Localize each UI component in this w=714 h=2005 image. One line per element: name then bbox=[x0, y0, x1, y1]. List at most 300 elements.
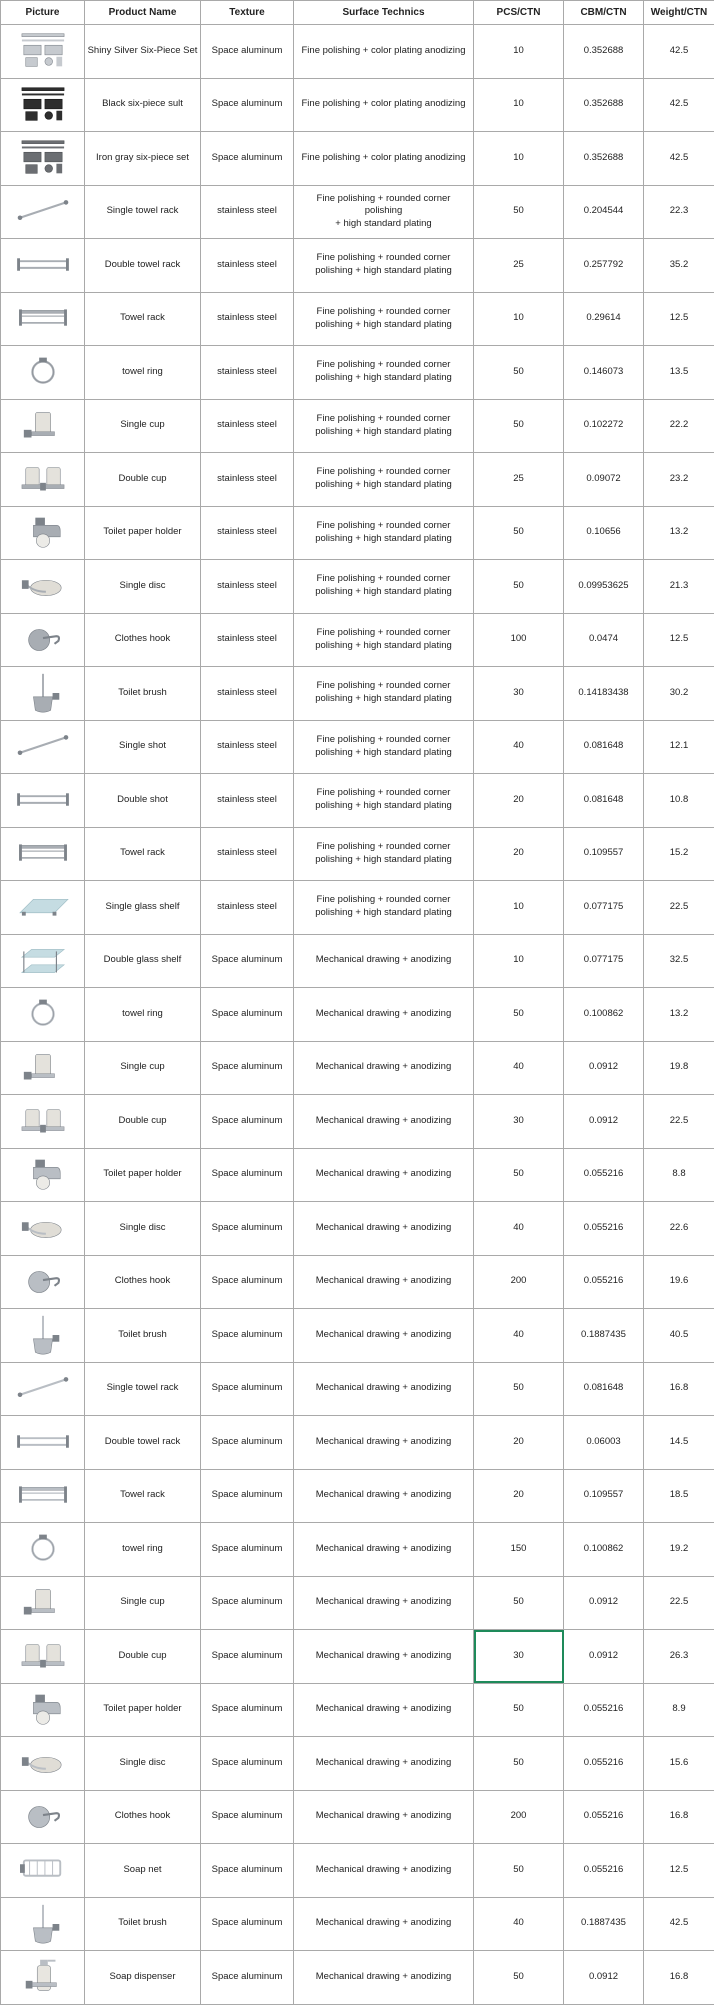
product-name-cell[interactable]: Single towel rack bbox=[85, 1362, 201, 1416]
surface-technics-cell[interactable]: Mechanical drawing + anodizing bbox=[294, 934, 474, 988]
surface-technics-cell[interactable]: Mechanical drawing + anodizing bbox=[294, 1255, 474, 1309]
texture-cell[interactable]: Space aluminum bbox=[201, 1630, 294, 1684]
six-piece-set-icon bbox=[3, 28, 82, 74]
texture-cell[interactable]: Space aluminum bbox=[201, 1309, 294, 1363]
texture-cell[interactable]: stainless steel bbox=[201, 185, 294, 239]
weight-per-carton-cell[interactable]: 22.5 bbox=[644, 881, 714, 935]
weight-per-carton-cell[interactable]: 22.6 bbox=[644, 1202, 714, 1256]
surface-technics-cell[interactable]: Fine polishing + rounded corner polishing + high standard plating bbox=[294, 613, 474, 667]
table-row bbox=[1, 720, 714, 774]
soap-dispenser-icon bbox=[3, 1954, 82, 2000]
product-picture bbox=[1, 774, 85, 828]
texture-cell[interactable]: stainless steel bbox=[201, 292, 294, 346]
pcs-per-carton-cell[interactable]: 50 bbox=[474, 1844, 564, 1898]
weight-per-carton-cell[interactable]: 15.2 bbox=[644, 827, 714, 881]
texture-cell[interactable]: Space aluminum bbox=[201, 78, 294, 132]
cbm-per-carton-cell[interactable]: 0.100862 bbox=[564, 988, 644, 1042]
towel-ring-icon bbox=[3, 349, 82, 395]
cbm-per-carton-cell[interactable]: 0.0474 bbox=[564, 613, 644, 667]
product-name-cell[interactable]: Clothes hook bbox=[85, 613, 201, 667]
texture-cell[interactable]: stainless steel bbox=[201, 346, 294, 400]
table-row bbox=[1, 774, 714, 828]
texture-cell[interactable]: Space aluminum bbox=[201, 1737, 294, 1791]
pcs-per-carton-cell[interactable]: 40 bbox=[474, 1041, 564, 1095]
surface-technics-cell[interactable]: Fine polishing + color plating anodizing bbox=[294, 132, 474, 186]
texture-cell[interactable]: Space aluminum bbox=[201, 934, 294, 988]
weight-per-carton-cell[interactable]: 42.5 bbox=[644, 25, 714, 79]
product-picture bbox=[1, 399, 85, 453]
cbm-per-carton-cell[interactable]: 0.109557 bbox=[564, 1469, 644, 1523]
product-name-cell[interactable]: Single disc bbox=[85, 1737, 201, 1791]
product-picture bbox=[1, 346, 85, 400]
weight-per-carton-cell[interactable]: 13.5 bbox=[644, 346, 714, 400]
product-picture bbox=[1, 1683, 85, 1737]
double-towel-bar-icon bbox=[3, 777, 82, 823]
texture-cell[interactable]: Space aluminum bbox=[201, 1844, 294, 1898]
cbm-per-carton-cell[interactable]: 0.109557 bbox=[564, 827, 644, 881]
product-picture bbox=[1, 988, 85, 1042]
table-row bbox=[1, 613, 714, 667]
product-name-cell[interactable]: Toilet brush bbox=[85, 667, 201, 721]
product-name-cell[interactable]: Towel rack bbox=[85, 292, 201, 346]
header-product-name: Product Name bbox=[85, 1, 201, 25]
cbm-per-carton-cell[interactable]: 0.14183438 bbox=[564, 667, 644, 721]
weight-per-carton-cell[interactable]: 14.5 bbox=[644, 1416, 714, 1470]
weight-per-carton-cell[interactable]: 8.8 bbox=[644, 1148, 714, 1202]
table-row bbox=[1, 1362, 714, 1416]
product-name-cell[interactable]: Shiny Silver Six-Piece Set bbox=[85, 25, 201, 79]
product-name-cell[interactable]: Single cup bbox=[85, 399, 201, 453]
weight-per-carton-cell[interactable]: 12.5 bbox=[644, 1844, 714, 1898]
product-picture bbox=[1, 720, 85, 774]
product-name-cell[interactable]: Double cup bbox=[85, 1630, 201, 1684]
table-row bbox=[1, 667, 714, 721]
product-name-cell[interactable]: Soap dispenser bbox=[85, 1951, 201, 2005]
table-row bbox=[1, 1523, 714, 1577]
table-row bbox=[1, 881, 714, 935]
cbm-per-carton-cell[interactable]: 0.257792 bbox=[564, 239, 644, 293]
cbm-per-carton-cell[interactable]: 0.09953625 bbox=[564, 560, 644, 614]
product-name-cell[interactable]: Single towel rack bbox=[85, 185, 201, 239]
texture-cell[interactable]: Space aluminum bbox=[201, 1683, 294, 1737]
product-name-cell[interactable]: towel ring bbox=[85, 346, 201, 400]
pcs-per-carton-cell[interactable]: 150 bbox=[474, 1523, 564, 1577]
texture-cell[interactable]: Space aluminum bbox=[201, 1469, 294, 1523]
weight-per-carton-cell[interactable]: 32.5 bbox=[644, 934, 714, 988]
texture-cell[interactable]: Space aluminum bbox=[201, 1523, 294, 1577]
pcs-per-carton-cell[interactable]: 50 bbox=[474, 506, 564, 560]
weight-per-carton-cell[interactable]: 42.5 bbox=[644, 78, 714, 132]
product-picture bbox=[1, 613, 85, 667]
surface-technics-cell[interactable]: Fine polishing + rounded corner polishing + high standard plating bbox=[294, 774, 474, 828]
surface-technics-cell[interactable]: Fine polishing + rounded corner polishing + high standard plating bbox=[294, 827, 474, 881]
surface-technics-cell[interactable]: Fine polishing + color plating anodizing bbox=[294, 25, 474, 79]
surface-technics-cell[interactable]: Mechanical drawing + anodizing bbox=[294, 1523, 474, 1577]
table-row bbox=[1, 827, 714, 881]
surface-technics-cell[interactable]: Mechanical drawing + anodizing bbox=[294, 1041, 474, 1095]
single-towel-bar-icon bbox=[3, 1366, 82, 1412]
weight-per-carton-cell[interactable]: 22.3 bbox=[644, 185, 714, 239]
product-name-cell[interactable]: Toilet brush bbox=[85, 1309, 201, 1363]
table-row bbox=[1, 1202, 714, 1256]
product-name-cell[interactable]: Clothes hook bbox=[85, 1255, 201, 1309]
toilet-brush-icon bbox=[3, 670, 82, 716]
product-name-cell[interactable]: Towel rack bbox=[85, 827, 201, 881]
product-picture bbox=[1, 1202, 85, 1256]
weight-per-carton-cell[interactable]: 42.5 bbox=[644, 1897, 714, 1951]
surface-technics-cell[interactable]: Fine polishing + rounded corner polishing + high standard plating bbox=[294, 399, 474, 453]
product-picture bbox=[1, 1737, 85, 1791]
pcs-per-carton-cell[interactable]: 50 bbox=[474, 1362, 564, 1416]
texture-cell[interactable]: stainless steel bbox=[201, 239, 294, 293]
texture-cell[interactable]: Space aluminum bbox=[201, 1095, 294, 1149]
cbm-per-carton-cell[interactable]: 0.10656 bbox=[564, 506, 644, 560]
product-name-cell[interactable]: Double shot bbox=[85, 774, 201, 828]
robe-hook-icon bbox=[3, 1794, 82, 1840]
soap-net-icon bbox=[3, 1847, 82, 1893]
cbm-per-carton-cell[interactable]: 0.06003 bbox=[564, 1416, 644, 1470]
cbm-per-carton-cell[interactable]: 0.1887435 bbox=[564, 1897, 644, 1951]
surface-technics-cell[interactable]: Fine polishing + rounded corner polishing + high standard plating bbox=[294, 667, 474, 721]
product-name-cell[interactable]: Single disc bbox=[85, 560, 201, 614]
six-piece-set-icon bbox=[3, 82, 82, 128]
product-name-cell[interactable]: Double glass shelf bbox=[85, 934, 201, 988]
table-row bbox=[1, 1148, 714, 1202]
texture-cell[interactable]: Space aluminum bbox=[201, 1416, 294, 1470]
table-row bbox=[1, 453, 714, 507]
cbm-per-carton-cell[interactable]: 0.204544 bbox=[564, 185, 644, 239]
product-name-cell[interactable]: Single cup bbox=[85, 1576, 201, 1630]
table-row bbox=[1, 25, 714, 79]
weight-per-carton-cell[interactable]: 18.5 bbox=[644, 1469, 714, 1523]
texture-cell[interactable]: stainless steel bbox=[201, 453, 294, 507]
pcs-per-carton-cell[interactable]: 40 bbox=[474, 1202, 564, 1256]
product-name-cell[interactable]: Double cup bbox=[85, 453, 201, 507]
product-name-cell[interactable]: Toilet brush bbox=[85, 1897, 201, 1951]
weight-per-carton-cell[interactable]: 13.2 bbox=[644, 506, 714, 560]
surface-technics-cell[interactable]: Mechanical drawing + anodizing bbox=[294, 1951, 474, 2005]
surface-technics-cell[interactable]: Mechanical drawing + anodizing bbox=[294, 1576, 474, 1630]
weight-per-carton-cell[interactable]: 12.1 bbox=[644, 720, 714, 774]
pcs-per-carton-cell[interactable]: 10 bbox=[474, 934, 564, 988]
product-picture bbox=[1, 1148, 85, 1202]
pcs-per-carton-cell[interactable]: 50 bbox=[474, 185, 564, 239]
cbm-per-carton-cell[interactable]: 0.146073 bbox=[564, 346, 644, 400]
product-picture bbox=[1, 292, 85, 346]
pcs-per-carton-cell[interactable]: 50 bbox=[474, 346, 564, 400]
weight-per-carton-cell[interactable]: 10.8 bbox=[644, 774, 714, 828]
pcs-per-carton-cell[interactable]: 50 bbox=[474, 988, 564, 1042]
surface-technics-cell[interactable]: Mechanical drawing + anodizing bbox=[294, 1416, 474, 1470]
table-row bbox=[1, 1897, 714, 1951]
product-name-cell[interactable]: Single glass shelf bbox=[85, 881, 201, 935]
weight-per-carton-cell[interactable]: 30.2 bbox=[644, 667, 714, 721]
pcs-per-carton-cell[interactable]: 50 bbox=[474, 1951, 564, 2005]
cbm-per-carton-cell[interactable]: 0.352688 bbox=[564, 78, 644, 132]
surface-technics-cell[interactable]: Fine polishing + rounded corner polishing + high standard plating bbox=[294, 506, 474, 560]
pcs-per-carton-cell[interactable]: 50 bbox=[474, 1576, 564, 1630]
product-picture bbox=[1, 132, 85, 186]
single-towel-bar-icon bbox=[3, 189, 82, 235]
pcs-per-carton-cell[interactable]: 40 bbox=[474, 1309, 564, 1363]
surface-technics-cell[interactable]: Mechanical drawing + anodizing bbox=[294, 1844, 474, 1898]
product-picture bbox=[1, 453, 85, 507]
pcs-per-carton-cell[interactable]: 200 bbox=[474, 1790, 564, 1844]
surface-technics-cell[interactable]: Fine polishing + color plating anodizing bbox=[294, 78, 474, 132]
cbm-per-carton-cell[interactable]: 0.077175 bbox=[564, 881, 644, 935]
texture-cell[interactable]: stainless steel bbox=[201, 560, 294, 614]
texture-cell[interactable]: Space aluminum bbox=[201, 132, 294, 186]
product-picture bbox=[1, 78, 85, 132]
pcs-per-carton-cell[interactable]: 100 bbox=[474, 613, 564, 667]
table-row bbox=[1, 292, 714, 346]
pcs-per-carton-cell[interactable]: 50 bbox=[474, 399, 564, 453]
weight-per-carton-cell[interactable]: 42.5 bbox=[644, 132, 714, 186]
product-name-cell[interactable]: towel ring bbox=[85, 988, 201, 1042]
texture-cell[interactable]: stainless steel bbox=[201, 881, 294, 935]
weight-per-carton-cell[interactable]: 12.5 bbox=[644, 292, 714, 346]
toilet-brush-icon bbox=[3, 1901, 82, 1947]
table-row bbox=[1, 1416, 714, 1470]
pcs-per-carton-cell[interactable]: 50 bbox=[474, 1683, 564, 1737]
weight-per-carton-cell[interactable]: 8.9 bbox=[644, 1683, 714, 1737]
surface-technics-cell[interactable]: Mechanical drawing + anodizing bbox=[294, 1148, 474, 1202]
product-name-cell[interactable]: Double cup bbox=[85, 1095, 201, 1149]
texture-cell[interactable]: Space aluminum bbox=[201, 1255, 294, 1309]
table-row bbox=[1, 1255, 714, 1309]
cbm-per-carton-cell[interactable]: 0.0912 bbox=[564, 1630, 644, 1684]
toilet-paper-holder-icon bbox=[3, 510, 82, 556]
product-name-cell[interactable]: towel ring bbox=[85, 1523, 201, 1577]
pcs-per-carton-cell[interactable]: 25 bbox=[474, 453, 564, 507]
weight-per-carton-cell[interactable]: 26.3 bbox=[644, 1630, 714, 1684]
surface-technics-cell[interactable]: Fine polishing + rounded corner polishing + high standard plating bbox=[294, 720, 474, 774]
single-cup-icon bbox=[3, 1580, 82, 1626]
pcs-per-carton-cell[interactable]: 10 bbox=[474, 78, 564, 132]
weight-per-carton-cell[interactable]: 12.5 bbox=[644, 613, 714, 667]
surface-technics-cell[interactable]: Mechanical drawing + anodizing bbox=[294, 1737, 474, 1791]
product-name-cell[interactable]: Toilet paper holder bbox=[85, 506, 201, 560]
weight-per-carton-cell[interactable]: 21.3 bbox=[644, 560, 714, 614]
texture-cell[interactable]: stainless steel bbox=[201, 399, 294, 453]
surface-technics-cell[interactable]: Mechanical drawing + anodizing bbox=[294, 1630, 474, 1684]
cbm-per-carton-cell[interactable]: 0.0912 bbox=[564, 1576, 644, 1630]
texture-cell[interactable]: Space aluminum bbox=[201, 1790, 294, 1844]
texture-cell[interactable]: Space aluminum bbox=[201, 1041, 294, 1095]
table-row bbox=[1, 346, 714, 400]
product-name-cell[interactable]: Single disc bbox=[85, 1202, 201, 1256]
table-row bbox=[1, 506, 714, 560]
cbm-per-carton-cell[interactable]: 0.100862 bbox=[564, 1523, 644, 1577]
cbm-per-carton-cell[interactable]: 0.0912 bbox=[564, 1951, 644, 2005]
cbm-per-carton-cell[interactable]: 0.1887435 bbox=[564, 1309, 644, 1363]
product-picture bbox=[1, 1416, 85, 1470]
pcs-per-carton-cell[interactable]: 10 bbox=[474, 25, 564, 79]
double-glass-shelf-icon bbox=[3, 938, 82, 984]
texture-cell[interactable]: Space aluminum bbox=[201, 1362, 294, 1416]
cbm-per-carton-cell[interactable]: 0.055216 bbox=[564, 1844, 644, 1898]
robe-hook-icon bbox=[3, 617, 82, 663]
product-picture bbox=[1, 25, 85, 79]
weight-per-carton-cell[interactable]: 16.8 bbox=[644, 1362, 714, 1416]
pcs-per-carton-cell[interactable]: 50 bbox=[474, 1737, 564, 1791]
cbm-per-carton-cell[interactable]: 0.102272 bbox=[564, 399, 644, 453]
soap-dish-icon bbox=[3, 1205, 82, 1251]
pcs-per-carton-cell[interactable]: 40 bbox=[474, 720, 564, 774]
product-name-cell[interactable]: Double towel rack bbox=[85, 239, 201, 293]
surface-technics-cell[interactable]: Mechanical drawing + anodizing bbox=[294, 1309, 474, 1363]
texture-cell[interactable]: stainless steel bbox=[201, 667, 294, 721]
pcs-per-carton-cell[interactable]: 10 bbox=[474, 292, 564, 346]
toilet-paper-holder-icon bbox=[3, 1152, 82, 1198]
product-picture bbox=[1, 1095, 85, 1149]
table-row bbox=[1, 239, 714, 293]
surface-technics-cell[interactable]: Mechanical drawing + anodizing bbox=[294, 1362, 474, 1416]
cbm-per-carton-cell[interactable]: 0.09072 bbox=[564, 453, 644, 507]
weight-per-carton-cell[interactable]: 19.6 bbox=[644, 1255, 714, 1309]
cbm-per-carton-cell[interactable]: 0.29614 bbox=[564, 292, 644, 346]
cbm-per-carton-cell[interactable]: 0.055216 bbox=[564, 1790, 644, 1844]
cbm-per-carton-cell[interactable]: 0.081648 bbox=[564, 720, 644, 774]
surface-technics-cell[interactable]: Mechanical drawing + anodizing bbox=[294, 1202, 474, 1256]
surface-technics-cell[interactable]: Fine polishing + rounded corner polishing + high standard plating bbox=[294, 185, 474, 239]
product-picture bbox=[1, 881, 85, 935]
surface-technics-cell[interactable]: Mechanical drawing + anodizing bbox=[294, 1683, 474, 1737]
weight-per-carton-cell[interactable]: 19.2 bbox=[644, 1523, 714, 1577]
weight-per-carton-cell[interactable]: 22.2 bbox=[644, 399, 714, 453]
cbm-per-carton-cell[interactable]: 0.055216 bbox=[564, 1255, 644, 1309]
table-row bbox=[1, 1683, 714, 1737]
soap-dish-icon bbox=[3, 1740, 82, 1786]
product-name-cell[interactable]: Iron gray six-piece set bbox=[85, 132, 201, 186]
toilet-brush-icon bbox=[3, 1312, 82, 1358]
product-name-cell[interactable]: Toilet paper holder bbox=[85, 1148, 201, 1202]
texture-cell[interactable]: Space aluminum bbox=[201, 1951, 294, 2005]
product-name-cell[interactable]: Soap net bbox=[85, 1844, 201, 1898]
surface-technics-cell[interactable]: Mechanical drawing + anodizing bbox=[294, 1897, 474, 1951]
header-picture: Picture bbox=[1, 1, 85, 25]
product-name-cell[interactable]: Toilet paper holder bbox=[85, 1683, 201, 1737]
cbm-per-carton-cell[interactable]: 0.055216 bbox=[564, 1683, 644, 1737]
weight-per-carton-cell[interactable]: 35.2 bbox=[644, 239, 714, 293]
table-row bbox=[1, 1630, 714, 1684]
surface-technics-cell[interactable]: Mechanical drawing + anodizing bbox=[294, 1790, 474, 1844]
table-row bbox=[1, 1469, 714, 1523]
cbm-per-carton-cell[interactable]: 0.352688 bbox=[564, 25, 644, 79]
six-piece-set-icon bbox=[3, 135, 82, 181]
single-cup-icon bbox=[3, 1045, 82, 1091]
surface-technics-cell[interactable]: Mechanical drawing + anodizing bbox=[294, 988, 474, 1042]
table-row bbox=[1, 1790, 714, 1844]
pcs-per-carton-cell[interactable]: 20 bbox=[474, 774, 564, 828]
pcs-per-carton-cell[interactable]: 25 bbox=[474, 239, 564, 293]
product-name-cell[interactable]: Double towel rack bbox=[85, 1416, 201, 1470]
surface-technics-cell[interactable]: Fine polishing + rounded corner polishing + high standard plating bbox=[294, 346, 474, 400]
cbm-per-carton-cell[interactable]: 0.055216 bbox=[564, 1148, 644, 1202]
texture-cell[interactable]: Space aluminum bbox=[201, 1897, 294, 1951]
weight-per-carton-cell[interactable]: 16.8 bbox=[644, 1790, 714, 1844]
pcs-per-carton-cell[interactable]: 40 bbox=[474, 1897, 564, 1951]
surface-technics-cell[interactable]: Fine polishing + rounded corner polishing + high standard plating bbox=[294, 239, 474, 293]
surface-technics-cell[interactable]: Mechanical drawing + anodizing bbox=[294, 1095, 474, 1149]
product-picture bbox=[1, 934, 85, 988]
weight-per-carton-cell[interactable]: 22.5 bbox=[644, 1576, 714, 1630]
table-row bbox=[1, 1951, 714, 2005]
pcs-per-carton-cell[interactable]: 10 bbox=[474, 881, 564, 935]
pcs-per-carton-cell[interactable]: 50 bbox=[474, 1148, 564, 1202]
weight-per-carton-cell[interactable]: 23.2 bbox=[644, 453, 714, 507]
product-picture bbox=[1, 827, 85, 881]
texture-cell[interactable]: Space aluminum bbox=[201, 25, 294, 79]
cbm-per-carton-cell[interactable]: 0.0912 bbox=[564, 1041, 644, 1095]
weight-per-carton-cell[interactable]: 22.5 bbox=[644, 1095, 714, 1149]
weight-per-carton-cell[interactable]: 15.6 bbox=[644, 1737, 714, 1791]
table-row bbox=[1, 78, 714, 132]
weight-per-carton-cell[interactable]: 16.8 bbox=[644, 1951, 714, 2005]
pcs-per-carton-cell[interactable]: 10 bbox=[474, 132, 564, 186]
pcs-per-carton-cell[interactable]: 30 bbox=[474, 1095, 564, 1149]
single-cup-icon bbox=[3, 403, 82, 449]
cbm-per-carton-cell[interactable]: 0.081648 bbox=[564, 1362, 644, 1416]
product-picture bbox=[1, 667, 85, 721]
texture-cell[interactable]: stainless steel bbox=[201, 827, 294, 881]
product-picture bbox=[1, 1576, 85, 1630]
pcs-per-carton-cell[interactable]: 200 bbox=[474, 1255, 564, 1309]
product-name-cell[interactable]: Towel rack bbox=[85, 1469, 201, 1523]
texture-cell[interactable]: Space aluminum bbox=[201, 1202, 294, 1256]
product-name-cell[interactable]: Single shot bbox=[85, 720, 201, 774]
pcs-per-carton-cell[interactable]: 50 bbox=[474, 560, 564, 614]
surface-technics-cell[interactable]: Fine polishing + rounded corner polishing + high standard plating bbox=[294, 560, 474, 614]
cbm-per-carton-cell[interactable]: 0.055216 bbox=[564, 1202, 644, 1256]
cbm-per-carton-cell[interactable]: 0.352688 bbox=[564, 132, 644, 186]
soap-dish-icon bbox=[3, 563, 82, 609]
product-name-cell[interactable]: Black six-piece sult bbox=[85, 78, 201, 132]
product-picture bbox=[1, 1897, 85, 1951]
glass-shelf-icon bbox=[3, 884, 82, 930]
surface-technics-cell[interactable]: Fine polishing + rounded corner polishing + high standard plating bbox=[294, 453, 474, 507]
pcs-per-carton-cell[interactable]: 20 bbox=[474, 1416, 564, 1470]
product-name-cell[interactable]: Single cup bbox=[85, 1041, 201, 1095]
double-cup-icon bbox=[3, 1633, 82, 1679]
texture-cell[interactable]: Space aluminum bbox=[201, 1148, 294, 1202]
single-towel-bar-icon bbox=[3, 724, 82, 770]
pcs-per-carton-cell[interactable]: 20 bbox=[474, 827, 564, 881]
pcs-per-carton-cell[interactable]: 30 bbox=[474, 667, 564, 721]
texture-cell[interactable]: stainless steel bbox=[201, 774, 294, 828]
cbm-per-carton-cell[interactable]: 0.077175 bbox=[564, 934, 644, 988]
weight-per-carton-cell[interactable]: 19.8 bbox=[644, 1041, 714, 1095]
pcs-per-carton-cell[interactable]: 20 bbox=[474, 1469, 564, 1523]
weight-per-carton-cell[interactable]: 40.5 bbox=[644, 1309, 714, 1363]
texture-cell[interactable]: stainless steel bbox=[201, 506, 294, 560]
table-row bbox=[1, 1041, 714, 1095]
cbm-per-carton-cell[interactable]: 0.0912 bbox=[564, 1095, 644, 1149]
texture-cell[interactable]: Space aluminum bbox=[201, 988, 294, 1042]
weight-per-carton-cell[interactable]: 13.2 bbox=[644, 988, 714, 1042]
texture-cell[interactable]: stainless steel bbox=[201, 720, 294, 774]
surface-technics-cell[interactable]: Fine polishing + rounded corner polishing + high standard plating bbox=[294, 881, 474, 935]
cbm-per-carton-cell[interactable]: 0.055216 bbox=[564, 1737, 644, 1791]
surface-technics-cell[interactable]: Fine polishing + rounded corner polishing + high standard plating bbox=[294, 292, 474, 346]
texture-cell[interactable]: stainless steel bbox=[201, 613, 294, 667]
cbm-per-carton-cell[interactable]: 0.081648 bbox=[564, 774, 644, 828]
texture-cell[interactable]: Space aluminum bbox=[201, 1576, 294, 1630]
product-name-cell[interactable]: Clothes hook bbox=[85, 1790, 201, 1844]
pcs-per-carton-cell[interactable]: 30 bbox=[474, 1630, 564, 1684]
product-picture bbox=[1, 1790, 85, 1844]
surface-technics-cell[interactable]: Mechanical drawing + anodizing bbox=[294, 1469, 474, 1523]
